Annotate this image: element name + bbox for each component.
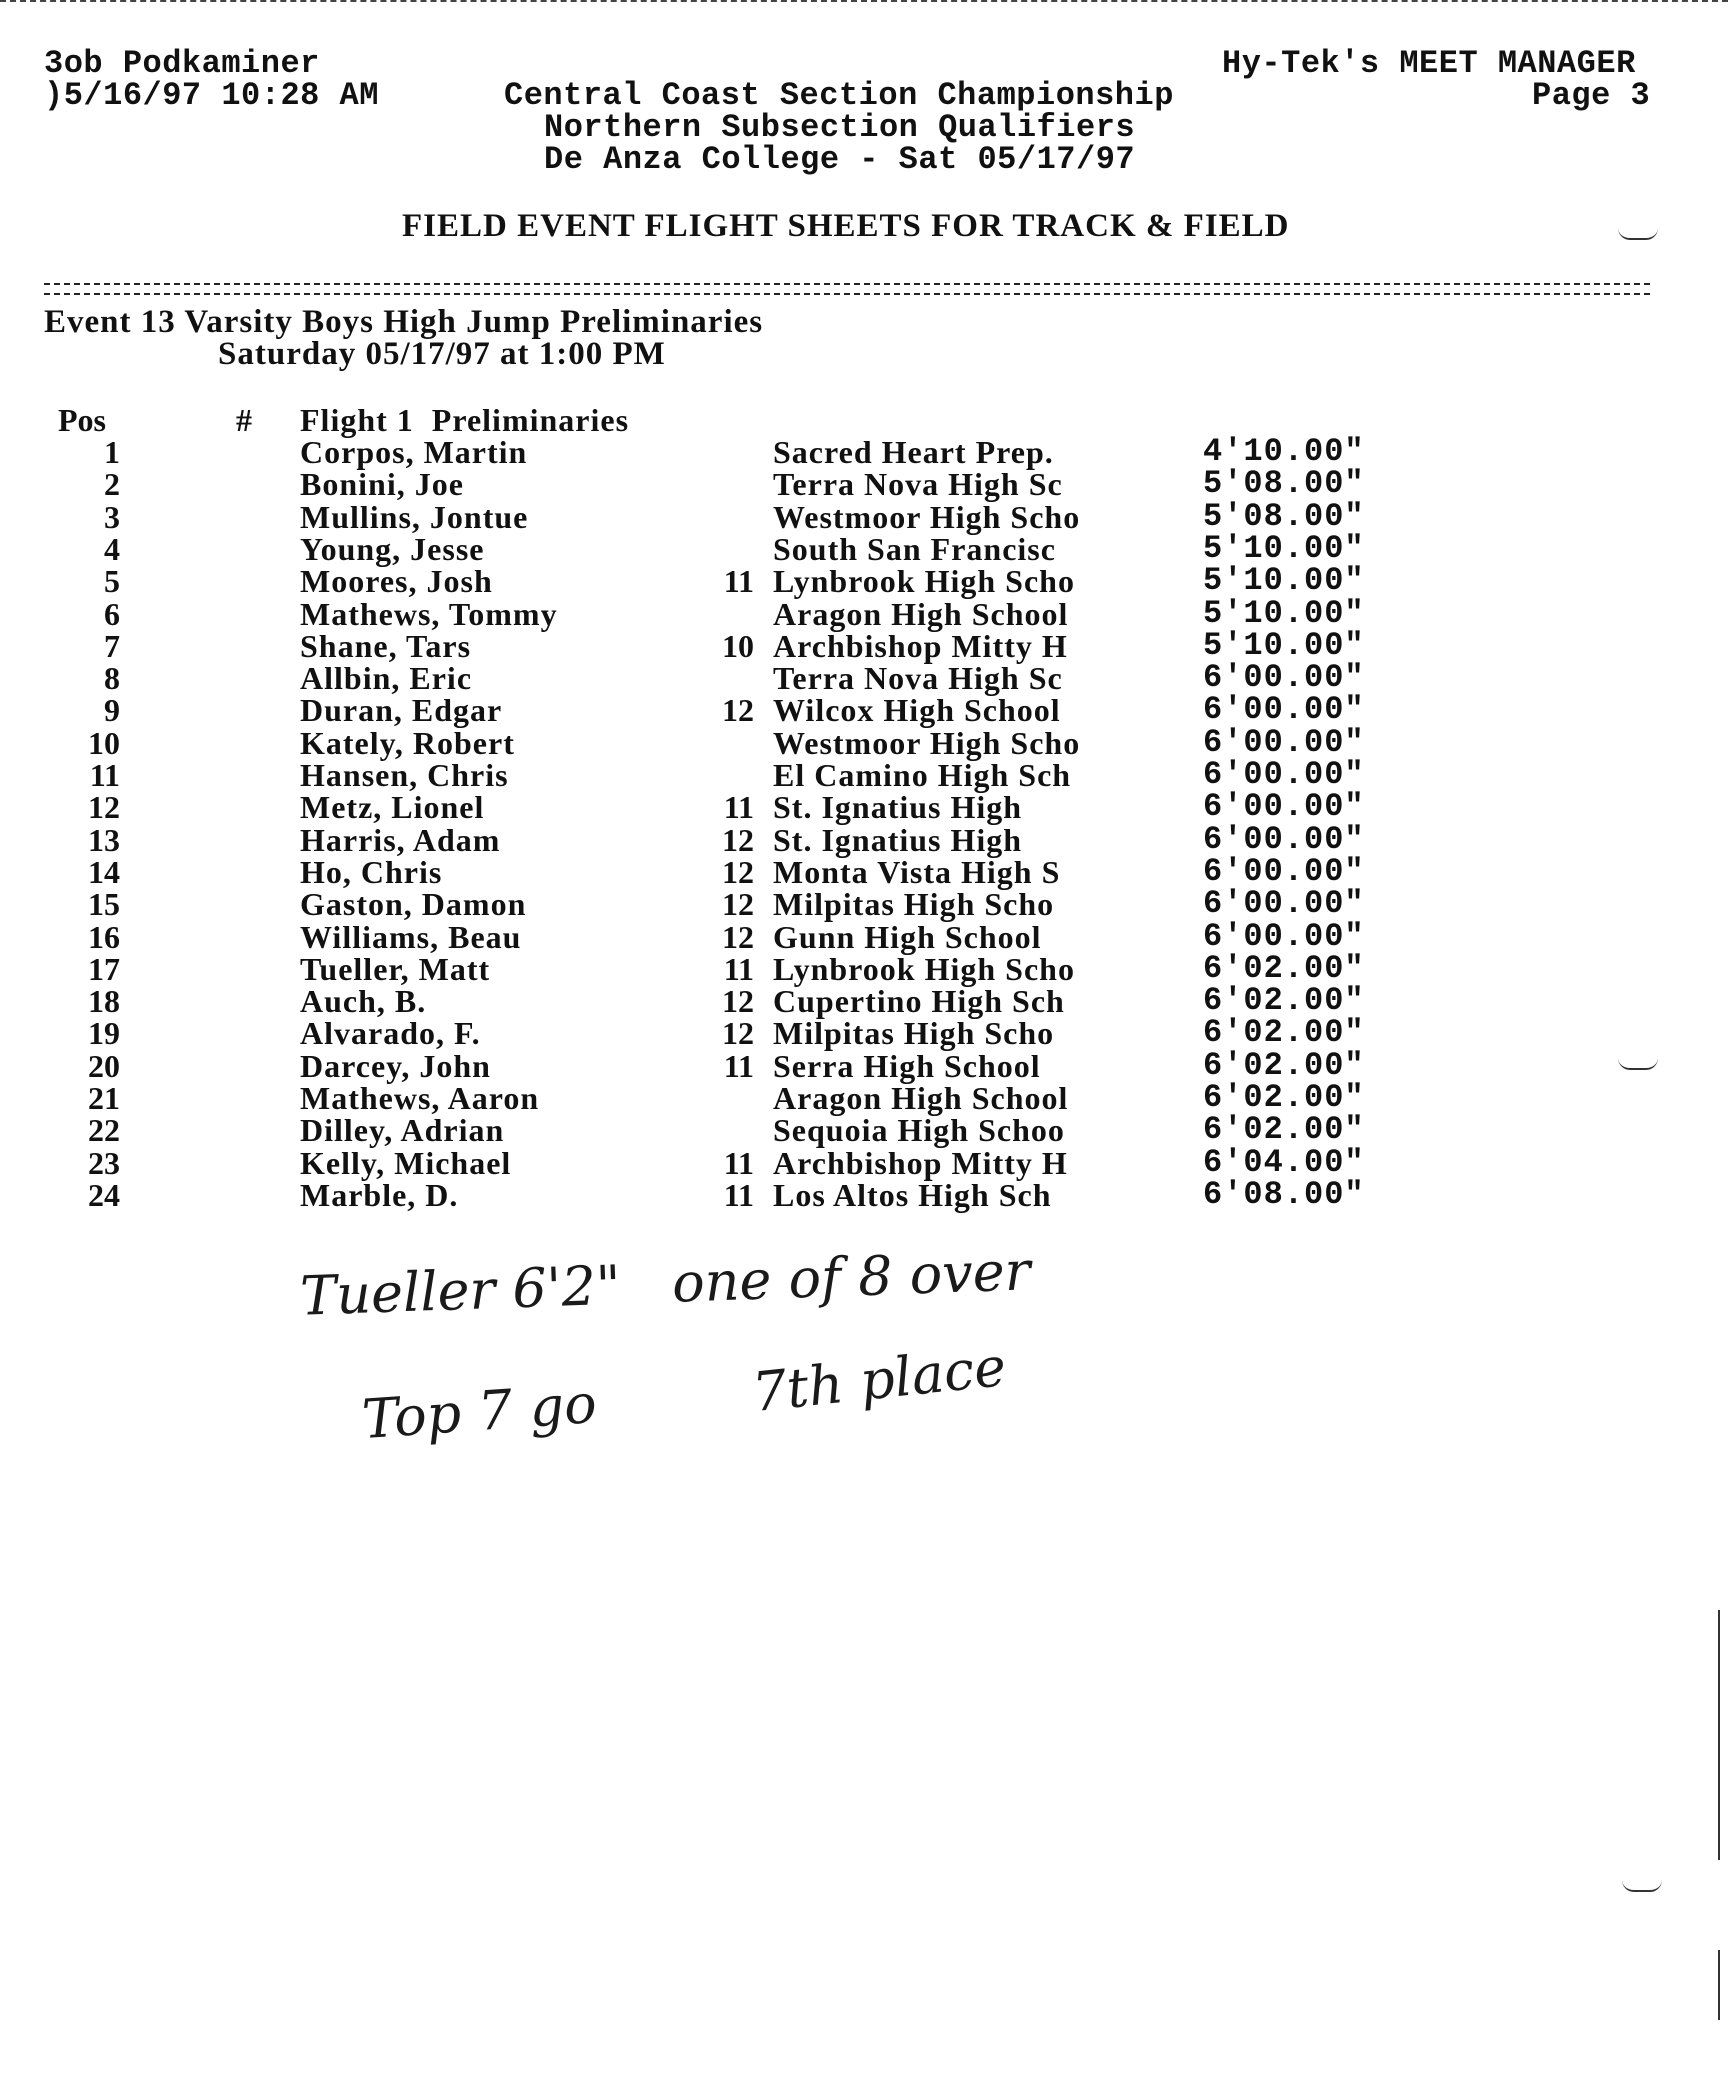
table-row [0, 497, 1728, 535]
header-author: 3ob Podkaminer [44, 45, 320, 82]
table-row [0, 982, 1728, 1020]
entry-athlete-name: Gaston, Damon [300, 886, 527, 923]
entry-position: 22 [88, 1112, 120, 1149]
table-row [0, 691, 1728, 729]
entry-seed-mark: 6'00.00" [1203, 885, 1365, 923]
entry-athlete-name: Kelly, Michael [300, 1144, 512, 1181]
col-flight-header: Flight 1 Preliminaries [300, 402, 630, 438]
entry-athlete-name: Corpos, Martin [300, 434, 528, 470]
entry-grade: 12 [722, 1015, 754, 1052]
entry-position: 17 [88, 950, 120, 987]
entry-school: Sequoia High Schoo [773, 1112, 1065, 1149]
entry-position: 21 [88, 1080, 120, 1116]
entry-seed-mark: 6'02.00" [1203, 1079, 1365, 1116]
entry-position: 20 [88, 1047, 120, 1084]
entry-athlete-name: Harris, Adam [300, 821, 501, 858]
report-title: FIELD EVENT FLIGHT SHEETS FOR TRACK & FIELD [402, 208, 1290, 244]
entry-school: Westmoor High Scho [773, 498, 1081, 535]
entry-athlete-name: Dilley, Adrian [300, 1112, 505, 1149]
table-row [0, 756, 1728, 793]
entry-school: Los Altos High Sch [773, 1176, 1052, 1213]
entry-school: Serra High School [773, 1047, 1041, 1084]
entry-school: Wilcox High School [773, 692, 1061, 729]
entry-seed-mark: 6'00.00" [1203, 723, 1365, 761]
entry-athlete-name: Tueller, Matt [300, 950, 491, 987]
col-num-header: # [236, 402, 252, 438]
scan-edge-line [1718, 1610, 1720, 1860]
header-software: Hy-Tek's MEET MANAGER [1222, 45, 1636, 82]
entry-athlete-name: Young, Jesse [300, 530, 485, 567]
entry-athlete-name: Allbin, Eric [300, 660, 473, 697]
entry-seed-mark: 5'10.00" [1203, 529, 1365, 567]
entry-grade: 11 [723, 1176, 754, 1213]
entry-seed-mark: 6'02.00" [1203, 949, 1365, 987]
table-row [0, 659, 1728, 697]
entry-school: Archbishop Mitty H [773, 1144, 1068, 1181]
entry-position: 10 [88, 724, 120, 761]
entry-seed-mark: 6'00.00" [1203, 659, 1365, 697]
entry-position: 9 [104, 692, 120, 729]
table-row [0, 465, 1728, 503]
entry-school: Milpitas High Scho [773, 886, 1055, 923]
entry-seed-mark: 6'02.00" [1203, 1014, 1365, 1052]
table-row [0, 1079, 1728, 1116]
entry-school: Aragon High School [773, 1080, 1069, 1116]
entry-athlete-name: Ho, Chris [300, 853, 443, 890]
handwritten-note-line1: Tueller 6'2" one of 8 over [299, 1239, 1032, 1328]
entry-grade: 11 [723, 563, 754, 600]
entry-school: South San Francisc [773, 530, 1056, 567]
entry-seed-mark: 6'00.00" [1203, 691, 1365, 729]
page-top-edge [0, 0, 1728, 5]
event-title: Event 13 Varsity Boys High Jump Preliminaries [44, 304, 764, 340]
entry-position: 7 [104, 627, 120, 664]
entry-seed-mark: 5'10.00" [1203, 594, 1365, 632]
entry-athlete-name: Metz, Lionel [300, 789, 485, 826]
table-row [0, 529, 1728, 567]
entry-grade: 12 [722, 886, 754, 923]
entry-athlete-name: Shane, Tars [300, 627, 472, 664]
table-row [0, 1111, 1728, 1149]
entry-school: Terra Nova High Sc [773, 466, 1063, 503]
entry-seed-mark: 5'08.00" [1203, 497, 1365, 535]
entry-position: 11 [89, 757, 120, 793]
entry-position: 18 [88, 983, 120, 1020]
table-row [0, 723, 1728, 761]
entry-grade: 12 [722, 821, 754, 858]
entry-school: Archbishop Mitty H [773, 627, 1068, 664]
header-page-number: Page 3 [1532, 77, 1651, 114]
entry-school: Cupertino High Sch [773, 983, 1065, 1020]
entry-seed-mark: 5'10.00" [1203, 626, 1365, 664]
table-row [0, 788, 1728, 826]
scan-edge-line [1718, 1950, 1720, 2020]
table-row [0, 820, 1728, 858]
entry-athlete-name: Moores, Josh [300, 563, 493, 600]
entry-grade: 12 [722, 853, 754, 890]
entry-athlete-name: Bonini, Joe [300, 466, 464, 503]
entry-position: 14 [88, 853, 120, 890]
entry-position: 15 [88, 886, 120, 923]
scan-mark [1618, 1058, 1658, 1070]
entry-position: 24 [88, 1176, 120, 1213]
entry-athlete-name: Alvarado, F. [300, 1015, 481, 1052]
table-row [0, 1046, 1728, 1084]
table-row [0, 1143, 1728, 1181]
meet-venue-date: De Anza College - Sat 05/17/97 [544, 141, 1136, 178]
entry-seed-mark: 6'00.00" [1203, 820, 1365, 858]
entry-grade: 12 [722, 692, 754, 729]
entry-seed-mark: 6'02.00" [1203, 982, 1365, 1020]
entry-position: 6 [104, 595, 120, 632]
entry-seed-mark: 6'00.00" [1203, 756, 1365, 793]
entry-seed-mark: 6'00.00" [1203, 852, 1365, 890]
entry-position: 1 [104, 434, 120, 470]
entry-athlete-name: Mathews, Aaron [300, 1080, 540, 1116]
header-timestamp: )5/16/97 10:28 AM [44, 77, 379, 114]
entry-position: 5 [104, 563, 120, 600]
entry-position: 13 [88, 821, 120, 858]
entry-position: 3 [104, 498, 120, 535]
table-row [0, 885, 1728, 923]
entry-seed-mark: 5'10.00" [1203, 562, 1365, 600]
entry-grade: 11 [723, 950, 754, 987]
entry-athlete-name: Williams, Beau [300, 918, 522, 955]
entry-athlete-name: Hansen, Chris [300, 757, 509, 793]
table-row [0, 917, 1728, 955]
entry-seed-mark: 6'02.00" [1203, 1111, 1365, 1149]
entry-position: 12 [88, 789, 120, 826]
entry-school: Lynbrook High Scho [773, 950, 1075, 987]
table-row [0, 562, 1728, 600]
table-row [0, 949, 1728, 987]
entry-school: Milpitas High Scho [773, 1015, 1055, 1052]
meet-title: Central Coast Section Championship [504, 77, 1174, 114]
entry-position: 8 [104, 660, 120, 697]
entry-position: 16 [88, 918, 120, 955]
entry-grade: 11 [723, 789, 754, 826]
entry-school: Monta Vista High S [773, 853, 1061, 890]
entry-seed-mark: 4'10.00" [1203, 433, 1365, 470]
scan-mark [1618, 228, 1658, 240]
entry-athlete-name: Marble, D. [300, 1176, 459, 1213]
col-pos-header: Pos [58, 402, 106, 438]
entry-school: Sacred Heart Prep. [773, 434, 1054, 470]
table-row [0, 594, 1728, 632]
entry-seed-mark: 6'00.00" [1203, 917, 1365, 955]
entry-position: 4 [104, 530, 120, 567]
entry-school: Terra Nova High Sc [773, 660, 1063, 697]
table-row [0, 1175, 1728, 1213]
entry-athlete-name: Darcey, John [300, 1047, 491, 1084]
handwritten-note-top7: Top 7 go [360, 1371, 599, 1452]
handwritten-note-place: 7th place [749, 1334, 1009, 1425]
entry-seed-mark: 6'00.00" [1203, 788, 1365, 826]
entry-school: St. Ignatius High [773, 821, 1023, 858]
table-row [0, 1014, 1728, 1052]
entry-athlete-name: Kately, Robert [300, 724, 515, 761]
meet-subtitle: Northern Subsection Qualifiers [544, 109, 1136, 146]
entry-seed-mark: 5'08.00" [1203, 465, 1365, 503]
table-row [0, 626, 1728, 664]
entry-athlete-name: Mathews, Tommy [300, 595, 558, 632]
entry-position: 19 [88, 1015, 120, 1052]
table-row [0, 852, 1728, 890]
entry-seed-mark: 6'08.00" [1203, 1175, 1365, 1213]
entry-school: Gunn High School [773, 918, 1042, 955]
table-header [0, 404, 1728, 436]
entry-athlete-name: Mullins, Jontue [300, 498, 529, 535]
entry-grade: 11 [723, 1047, 754, 1084]
entry-position: 23 [88, 1144, 120, 1181]
entry-school: Lynbrook High Scho [773, 563, 1075, 600]
entry-school: Westmoor High Scho [773, 724, 1081, 761]
entry-seed-mark: 6'02.00" [1203, 1046, 1365, 1084]
event-datetime: Saturday 05/17/97 at 1:00 PM [218, 336, 666, 372]
entry-grade: 12 [722, 918, 754, 955]
entry-grade: 12 [722, 983, 754, 1020]
entry-grade: 11 [723, 1144, 754, 1181]
entry-school: St. Ignatius High [773, 789, 1023, 826]
entry-seed-mark: 6'04.00" [1203, 1143, 1365, 1181]
entry-grade: 10 [722, 627, 754, 664]
scan-mark [1622, 1880, 1662, 1892]
separator-rule [44, 283, 1650, 295]
entry-school: El Camino High Sch [773, 757, 1072, 793]
entry-position: 2 [104, 466, 120, 503]
table-row [0, 433, 1728, 470]
entry-athlete-name: Auch, B. [300, 983, 427, 1020]
entry-school: Aragon High School [773, 595, 1069, 632]
entry-athlete-name: Duran, Edgar [300, 692, 503, 729]
